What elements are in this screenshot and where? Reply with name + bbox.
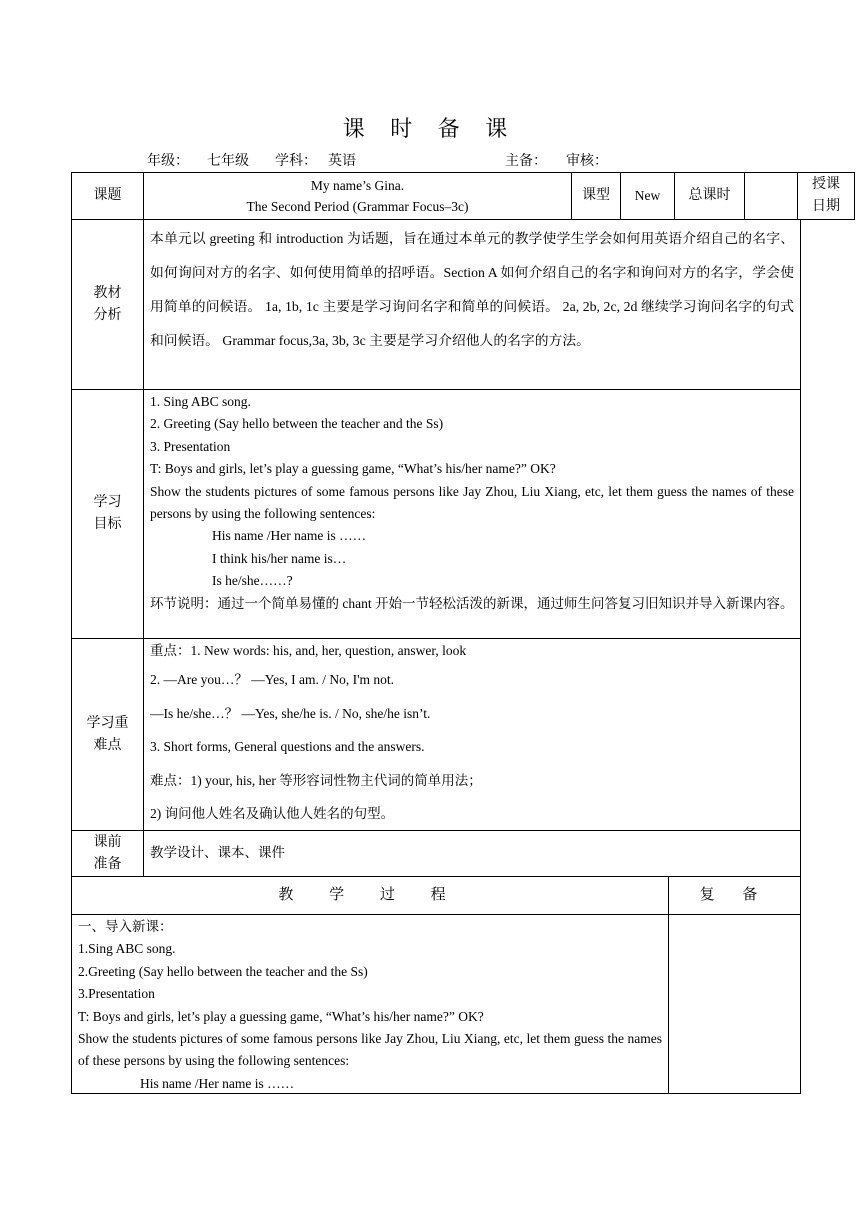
objectives-content-cell <box>143 389 801 639</box>
total-periods-label: 总课时 <box>688 188 731 204</box>
topic-line-1: My name’s Gina. <box>310 178 405 193</box>
grade-value: 七年级 <box>207 154 249 169</box>
analysis-content-cell <box>143 219 801 390</box>
total-periods-label-cell <box>674 172 745 220</box>
topic-label: 课题 <box>93 188 122 204</box>
prep-label-1: 课前 <box>93 834 122 850</box>
process-header: 教 学 过 程 <box>278 887 462 904</box>
teaching-date-label-cell <box>797 172 855 220</box>
lesson-plan-table <box>71 172 840 1094</box>
keypoint-line: 3. Short forms, General questions and the answers. <box>150 739 425 754</box>
topic-line-2: The Second Period (Grammar Focus–3c) <box>246 199 469 214</box>
objectives-label-cell <box>71 389 144 639</box>
analysis-text: 本单元以 greeting 和 introduction 为话题，旨在通过本单元的教学使学生学会如何用英语介绍自己的名字、如何询问对方的名字、如何使用简单的招呼语。Section A 如何介绍自己的名字和询问对方的名字，学会使用简单的问候语。 1a, 1b, 1c 主要是学习询问名字和简单的问候语。 2a, 2b, 2c, 2d 继续学习询问名字的句式和问候语。 Grammar focus,3a, 3b, 3c 主要是学习介绍他人的名字的方法。 <box>150 231 794 348</box>
process-line: 2.Greeting (Say hello between the teacher and the Ss) <box>78 963 368 979</box>
grade-label: 年级： <box>147 154 189 169</box>
keypoints-label-1: 学习重 <box>86 715 129 731</box>
objective-line: Is he/she……? <box>212 573 293 589</box>
keypoint-line: 2. —Are you…？ —Yes, I am. / No, I'm not. <box>150 672 395 687</box>
keypoint-line: 2) 询问他人姓名及确认他人姓名的句型。 <box>150 806 395 821</box>
process-line: 一、导入新课： <box>78 919 173 934</box>
page-title: 课 时 备 课 <box>342 116 518 141</box>
process-line: Show the students pictures of some famous persons like Jay Zhou, Liu Xiang, etc, let them guess the names of these persons by using the following sentences: <box>78 1031 662 1069</box>
prep-label-2: 准备 <box>93 856 122 872</box>
analysis-label-cell <box>71 219 144 390</box>
process-header-cell <box>71 876 669 915</box>
topic-value-cell <box>143 172 572 220</box>
review-header-cell <box>668 876 801 915</box>
review-content-cell <box>668 914 801 1094</box>
type-label: 课型 <box>582 188 610 204</box>
objective-line: T: Boys and girls, let’s play a guessing game, “What’s his/her name?” OK? <box>150 461 556 477</box>
keypoint-line: 难点：1) your, his, her 等形容词性物主代词的简单用法； <box>150 772 482 788</box>
reviewer-label: 审核： <box>566 154 608 169</box>
teaching-date-label-1: 授课 <box>812 177 840 192</box>
prep-content-cell <box>143 830 801 877</box>
objective-line: 1. Sing ABC song. <box>150 394 251 409</box>
keypoints-label-2: 难点 <box>93 737 122 753</box>
objective-line: His name /Her name is …… <box>212 528 367 544</box>
keypoints-content-cell <box>143 638 801 831</box>
objective-line: Show the students pictures of some famous persons like Jay Zhou, Liu Xiang, etc, let them guess the names of these persons by using the following sentences: <box>150 483 794 522</box>
type-label-cell <box>571 172 621 220</box>
teaching-date-label-2: 日期 <box>812 199 840 214</box>
process-line: 1.Sing ABC song. <box>78 941 176 957</box>
type-value-cell <box>620 172 675 220</box>
objectives-label-2: 目标 <box>93 517 122 532</box>
lead-teacher-label: 主备： <box>505 154 547 169</box>
process-content-cell <box>71 914 669 1094</box>
subject-label: 学科： <box>275 154 317 169</box>
analysis-label-1: 教材 <box>93 285 122 301</box>
review-header: 复 备 <box>699 887 770 904</box>
prep-label-cell <box>71 830 144 877</box>
type-value: New <box>634 187 661 203</box>
process-line: His name /Her name is …… <box>140 1075 295 1091</box>
process-line: T: Boys and girls, let’s play a guessing game, “What’s his/her name?” OK? <box>78 1008 484 1024</box>
keypoints-label-cell <box>71 638 144 831</box>
objective-line: 3. Presentation <box>150 438 231 454</box>
prep-text: 教学设计、课本、课件 <box>150 845 285 861</box>
objectives-label-1: 学习 <box>93 495 122 511</box>
subject-value: 英语 <box>328 154 356 169</box>
objective-line: 2. Greeting (Say hello between the teacher and the Ss) <box>150 416 444 432</box>
keypoint-line: —Is he/she…？ —Yes, she/he is. / No, she/he isn’t. <box>150 705 431 721</box>
objective-line: I think his/her name is… <box>212 550 347 566</box>
process-line: 3.Presentation <box>78 986 155 1002</box>
keypoint-line: 重点：1. New words: his, and, her, question, answer, look <box>150 643 467 658</box>
objective-line: 环节说明：通过一个简单易懂的 chant 开始一节轻松活泼的新课，通过师生问答复习旧知识并导入新课内容。 <box>150 595 794 611</box>
total-periods-value-cell <box>744 172 798 220</box>
analysis-label-2: 分析 <box>93 307 122 323</box>
topic-label-cell <box>71 172 144 220</box>
